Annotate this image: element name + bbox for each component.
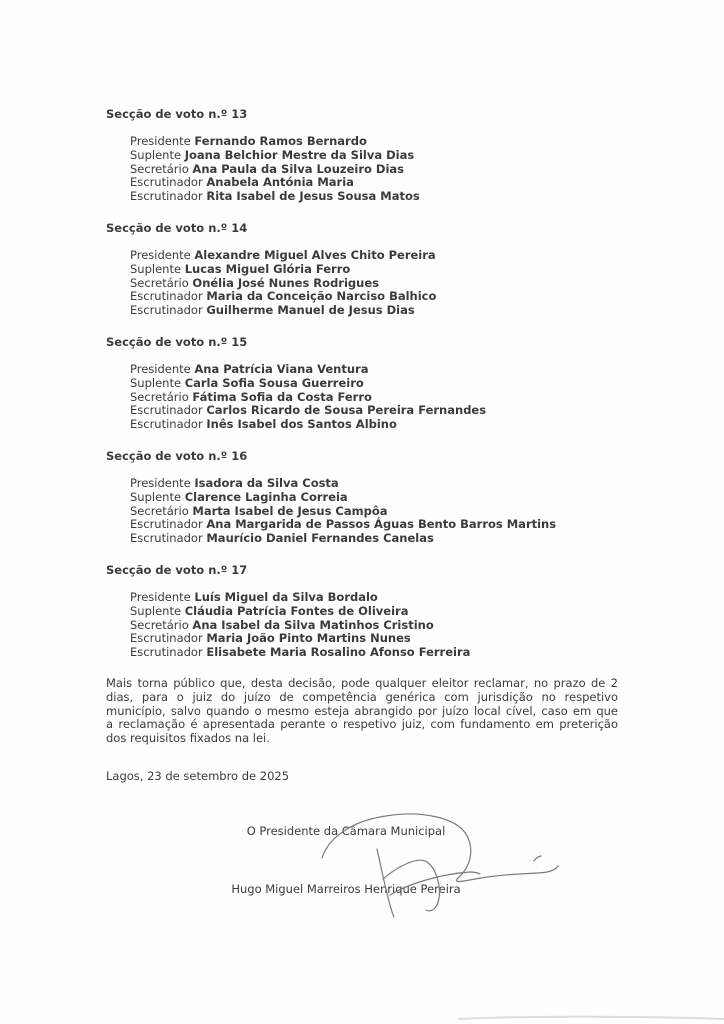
role-line xyxy=(130,418,618,432)
role-line xyxy=(130,149,618,163)
role-line xyxy=(130,163,618,177)
role-line xyxy=(130,290,618,304)
role-label: Secretário xyxy=(130,275,189,290)
role-label: Suplente xyxy=(130,147,182,162)
signer-name: Hugo Miguel Marreiros Henrique Pereira xyxy=(231,881,461,896)
role-name: Ana Paula da Silva Louzeiro Dias xyxy=(192,161,404,176)
role-label: Secretário xyxy=(130,617,189,632)
signature-title: O Presidente da Câmara Municipal xyxy=(246,823,446,838)
document-content xyxy=(106,107,618,896)
role-label: Secretário xyxy=(130,161,189,176)
role-name: Lucas Miguel Glória Ferro xyxy=(184,261,351,276)
role-name: Carlos Ricardo de Sousa Pereira Fernandes xyxy=(206,403,487,418)
section-heading: Secção de voto n.º 14 xyxy=(106,220,248,235)
role-line xyxy=(130,619,618,633)
role-line xyxy=(130,632,618,646)
role-line xyxy=(130,176,618,190)
role-line xyxy=(130,391,618,405)
role-name: Maria da Conceição Narciso Balhico xyxy=(206,289,437,304)
role-line xyxy=(130,377,618,391)
role-line xyxy=(130,491,618,505)
role-line xyxy=(130,277,618,291)
role-line xyxy=(130,532,618,546)
role-line xyxy=(130,263,618,277)
role-name: Cláudia Patrícia Fontes de Oliveira xyxy=(184,603,409,618)
scan-edge-artifact xyxy=(458,1017,724,1019)
role-name: Guilherme Manuel de Jesus Dias xyxy=(206,303,415,318)
voting-section-16 xyxy=(106,449,618,546)
role-label: Presidente xyxy=(130,589,191,604)
role-label: Secretário xyxy=(130,389,189,404)
section-heading: Secção de voto n.º 15 xyxy=(106,334,248,349)
role-name: Ana Patrícia Viana Ventura xyxy=(194,361,369,376)
role-label: Escrutinador xyxy=(130,531,203,546)
closing-paragraph-line: dos requisitos fixados na lei. xyxy=(106,731,270,746)
role-label: Suplente xyxy=(130,603,182,618)
role-name: Isadora da Silva Costa xyxy=(194,475,339,490)
role-label: Escrutinador xyxy=(130,175,203,190)
role-name: Anabela Antónia Maria xyxy=(206,175,354,190)
role-label: Escrutinador xyxy=(130,631,203,646)
role-name: Luís Miguel da Silva Bordalo xyxy=(194,589,378,604)
role-name: Ana Isabel da Silva Matinhos Cristino xyxy=(192,617,434,632)
role-label: Escrutinador xyxy=(130,303,203,318)
role-name: Rita Isabel de Jesus Sousa Matos xyxy=(206,189,420,204)
role-name: Maurício Daniel Fernandes Canelas xyxy=(206,531,434,546)
role-label: Escrutinador xyxy=(130,645,203,660)
role-line xyxy=(130,304,618,318)
closing-paragraph xyxy=(106,677,618,746)
section-heading: Secção de voto n.º 16 xyxy=(106,448,248,463)
role-name: Ana Margarida de Passos Águas Bento Barros Martins xyxy=(206,517,557,532)
role-name: Clarence Laginha Correia xyxy=(184,489,348,504)
role-label: Presidente xyxy=(130,247,191,262)
role-label: Presidente xyxy=(130,475,191,490)
section-roles xyxy=(130,135,618,204)
role-line xyxy=(130,249,618,263)
role-line xyxy=(130,363,618,377)
dateline: Lagos, 23 de setembro de 2025 xyxy=(106,768,290,783)
role-name: Joana Belchior Mestre da Silva Dias xyxy=(184,147,415,162)
role-name: Elisabete Maria Rosalino Afonso Ferreira xyxy=(206,645,471,660)
role-label: Suplente xyxy=(130,261,182,276)
section-roles xyxy=(130,249,618,318)
section-roles xyxy=(130,363,618,432)
role-label: Suplente xyxy=(130,375,182,390)
role-label: Presidente xyxy=(130,134,191,148)
role-name: Carla Sofia Sousa Guerreiro xyxy=(184,375,364,390)
role-label: Suplente xyxy=(130,489,182,504)
signature-block xyxy=(90,825,602,897)
voting-section-17 xyxy=(106,563,618,660)
role-label: Escrutinador xyxy=(130,403,203,418)
section-heading: Secção de voto n.º 17 xyxy=(106,562,248,577)
closing-paragraph-line: dias, para o juiz do juízo de competência genérica com jurisdição no respetivo xyxy=(106,689,618,704)
role-line xyxy=(130,404,618,418)
voting-section-13 xyxy=(106,107,618,204)
role-line xyxy=(130,135,618,149)
role-label: Escrutinador xyxy=(130,517,203,532)
role-name: Alexandre Miguel Alves Chito Pereira xyxy=(194,247,436,262)
role-label: Escrutinador xyxy=(130,417,203,432)
role-label: Escrutinador xyxy=(130,289,203,304)
role-name: Maria João Pinto Martins Nunes xyxy=(206,631,411,646)
section-roles xyxy=(130,591,618,660)
role-name: Fernando Ramos Bernardo xyxy=(194,134,367,148)
role-line xyxy=(130,605,618,619)
closing-paragraph-line: Mais torna público que, desta decisão, pode qualquer eleitor reclamar, no prazo de 2 xyxy=(106,675,618,690)
role-name: Fátima Sofia da Costa Ferro xyxy=(192,389,372,404)
role-name: Onélia José Nunes Rodrigues xyxy=(192,275,379,290)
section-heading: Secção de voto n.º 13 xyxy=(106,107,248,121)
closing-paragraph-line: a reclamação é apresentada perante o respetivo juiz, com fundamento em preterição xyxy=(106,717,618,732)
voting-section-15 xyxy=(106,335,618,432)
role-line xyxy=(130,477,618,491)
role-label: Escrutinador xyxy=(130,189,203,204)
role-line xyxy=(130,190,618,204)
closing-paragraph-line: município, salvo quando o mesmo esteja abrangido por juízo local cível, caso em que xyxy=(106,703,618,718)
role-line xyxy=(130,518,618,532)
role-name: Marta Isabel de Jesus Campôa xyxy=(192,503,388,518)
role-line xyxy=(130,591,618,605)
section-roles xyxy=(130,477,618,546)
role-label: Secretário xyxy=(130,503,189,518)
role-name: Inês Isabel dos Santos Albino xyxy=(206,417,397,432)
voting-section-14 xyxy=(106,221,618,318)
role-label: Presidente xyxy=(130,361,191,376)
role-line xyxy=(130,646,618,660)
